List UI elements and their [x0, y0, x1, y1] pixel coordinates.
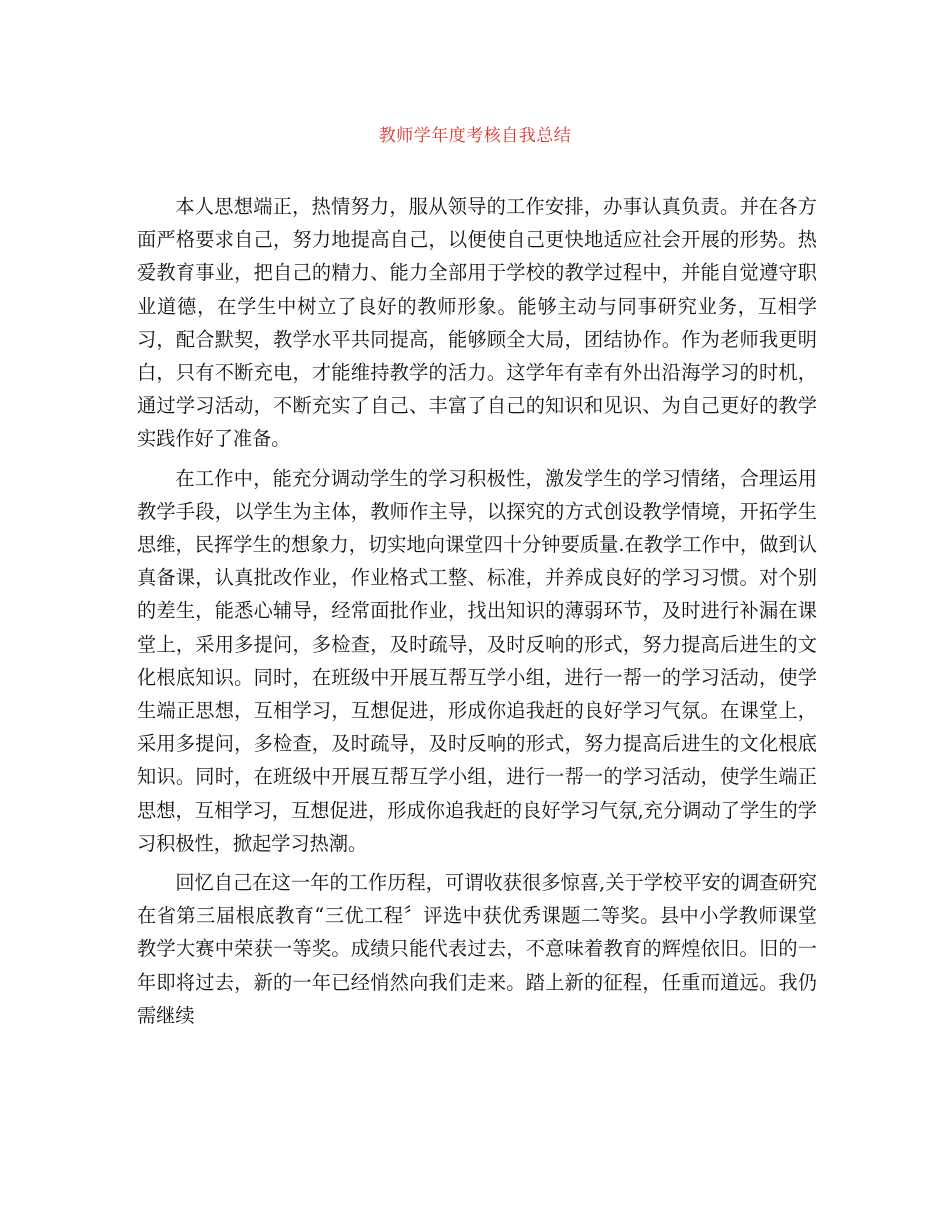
document-title: 教师学年度考核自我总结 — [378, 126, 572, 146]
paragraph-2: 在工作中，能充分调动学生的学习积极性，激发学生的学习情绪，合理运用教学手段，以学生为主体，教师作主导，以探究的方式创设教学情境，开拓学生思维，民挥学生的想象力，切实地向课堂四十分钟要质量.在教学工作中，做到认真备课，认真批改作业，作业格式工整、标准，并养成良好的学习习惯。对个别的差生，能悉心辅导，经常面批作业，找出知识的薄弱环节，及时进行补漏在课堂上，采用多提问，多检查，及时疏导，及时反响的形式，努力提高后进生的文化根底知识。同时，在班级中开展互帮互学小组，进行一帮一的学习活动，使学生端正思想，互相学习，互想促进，形成你追我赶的良好学习气氛。在课堂上，采用多提问，多检查，及时疏导，及时反响的形式，努力提高后进生的文化根底知识。同时，在班级中开展互帮互学小组，进行一帮一的学习活动，使学生端正思想，互相学习，互想促进，形成你追我赶的良好学习气氛,充分调动了学生的学习积极性，掀起学习热潮。 — [137, 466, 817, 855]
paragraph-3: 回忆自己在这一年的工作历程，可谓收获很多惊喜,关于学校平安的调查研究在省第三届根底教育“三优工程〞评选中获优秀课题二等奖。县中小学教师课堂教学大赛中荣获一等奖。成绩只能代表过去，不意味着教育的辉煌依旧。旧的一年即将过去，新的一年已经悄然向我们走来。踏上新的征程，任重而道远。我仍需继续 — [137, 871, 817, 1027]
paragraph-1: 本人思想端正，热情努力，服从领导的工作安排，办事认真负责。并在各方面严格要求自己，努力地提高自己，以便使自己更快地适应社会开展的形势。热爱教育事业，把自己的精力、能力全部用于学校的教学过程中，并能自觉遵守职业道德，在学生中树立了良好的教师形象。能够主动与同事研究业务，互相学习，配合默契，教学水平共同提高，能够顾全大局，团结协作。作为老师我更明白，只有不断充电，才能维持教学的活力。这学年有幸有外出沿海学习的时机，通过学习活动，不断充实了自己、丰富了自己的知识和见识、为自己更好的教学实践作好了准备。 — [137, 195, 817, 451]
document-body — [137, 190, 817, 1038]
